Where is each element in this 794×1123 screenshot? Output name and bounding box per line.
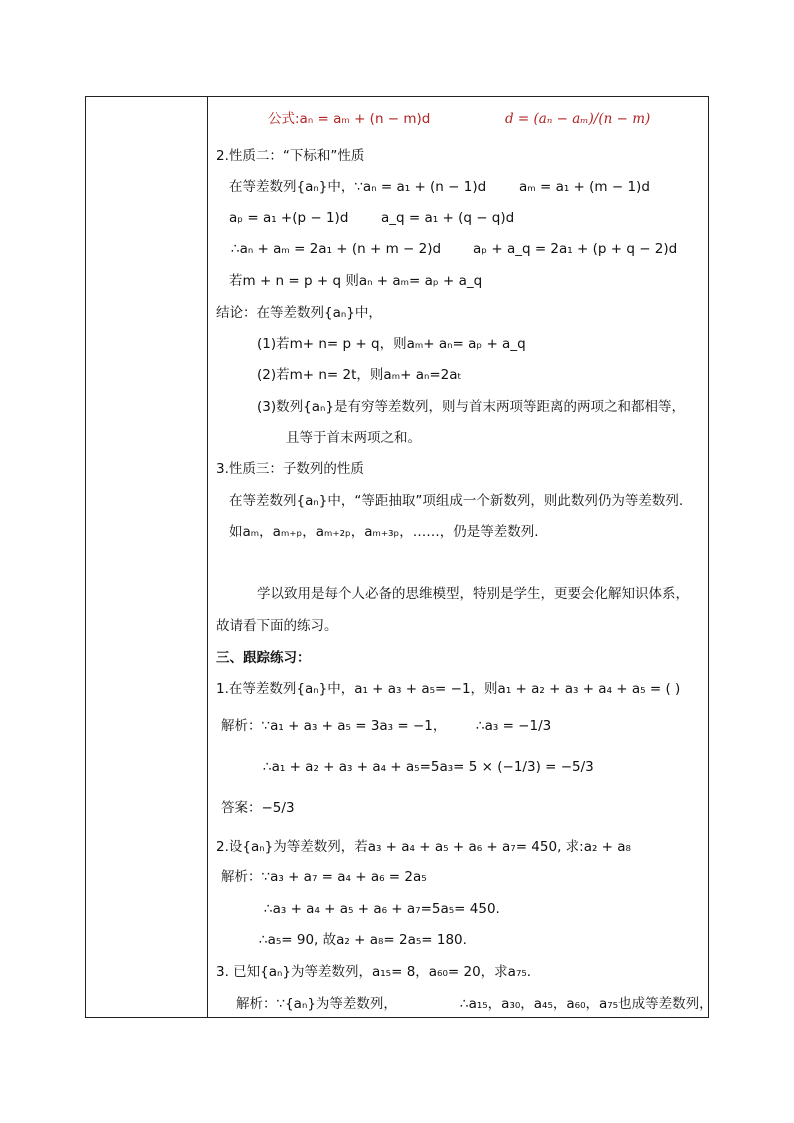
conclusion-title: 结论：在等差数列{aₙ}中，	[216, 305, 382, 321]
p2-line3a: ∴aₙ + aₘ = 2a₁ + (n + m − 2)d	[231, 241, 442, 257]
q2-solution-1: 解析：∵a₃ + a₇ = a₄ + a₆ = 2a₅	[221, 869, 427, 885]
q2-solution-2: ∴a₃ + a₄ + a₅ + a₆ + a₇=5a₅= 450.	[264, 901, 500, 917]
property3-title: 3.性质三：子数列的性质	[216, 461, 364, 477]
formula-d: d = (aₙ − aₘ)/(n − m)	[505, 111, 651, 127]
q3-solution-1a: 解析：∵{aₙ}为等差数列，	[236, 996, 397, 1012]
property2-title: 2.性质二：“下标和”性质	[216, 148, 365, 164]
question-3: 3. 已知{aₙ}为等差数列，a₁₅= 8，a₆₀= 20，求a₇₅.	[216, 964, 532, 980]
q1-solution-2: ∴a₁ + a₂ + a₃ + a₄ + a₅=5a₃= 5 × (−1/3) = −5/3	[263, 759, 594, 775]
p2-line1b: aₘ = a₁ + (m − 1)d	[519, 179, 650, 195]
question-2: 2.设{aₙ}为等差数列，若a₃ + a₄ + a₅ + a₆ + a₇= 450, 求:a₂ + a₈	[216, 839, 631, 855]
p2-line3b: aₚ + a_q = 2a₁ + (p + q − 2)d	[473, 241, 678, 257]
p2-line2b: a_q = a₁ + (q − q)d	[381, 210, 515, 226]
p3-line1: 在等差数列{aₙ}中，“等距抽取”项组成一个新数列，则此数列仍为等差数列.	[229, 493, 684, 509]
p2-line4: 若m + n = p + q 则aₙ + aₘ= aₚ + a_q	[229, 273, 483, 289]
question-1: 1.在等差数列{aₙ}中，a₁ + a₃ + a₅= −1，则a₁ + a₂ + a₃ + a₄ + a₅ = ( )	[216, 681, 681, 697]
conclusion-3: (3)数列{aₙ}是有穷等差数列，则与首末两项等距离的两项之和都相等，	[257, 399, 685, 415]
q2-solution-3: ∴a₅= 90, 故a₂ + a₈= 2a₅= 180.	[259, 932, 467, 948]
p2-line2a: aₚ = a₁ +(p − 1)d	[229, 210, 349, 226]
conclusion-3b: 且等于首末两项之和。	[286, 430, 421, 446]
q1-solution-1b: ∴a₃ = −1/3	[476, 718, 552, 734]
study-line2: 故请看下面的练习。	[216, 618, 338, 634]
conclusion-2: (2)若m+ n= 2t，则aₘ+ aₙ=2aₜ	[257, 367, 462, 383]
conclusion-1: (1)若m+ n= p + q，则aₘ+ aₙ= aₚ + a_q	[257, 336, 526, 352]
study-line1: 学以致用是每个人必备的思维模型，特别是学生，更要会化解知识体系，	[257, 586, 689, 602]
q1-solution-1a: 解析：∵a₁ + a₃ + a₅ = 3a₃ = −1，	[221, 718, 447, 734]
q3-solution-1b: ∴a₁₅，a₃₀，a₄₅，a₆₀，a₇₅也成等差数列，	[460, 996, 713, 1012]
column-divider	[207, 97, 208, 1017]
p3-line2: 如aₘ，aₘ₊ₚ，aₘ₊₂ₚ，aₘ₊₃ₚ，……，仍是等差数列.	[229, 524, 539, 540]
section-heading: 三、跟踪练习：	[216, 650, 311, 666]
p2-line1a: 在等差数列{aₙ}中，∵aₙ = a₁ + (n − 1)d	[229, 179, 487, 195]
formula: 公式:aₙ = aₘ + (n − m)d	[268, 111, 431, 127]
q1-answer: 答案：−5/3	[221, 800, 295, 816]
